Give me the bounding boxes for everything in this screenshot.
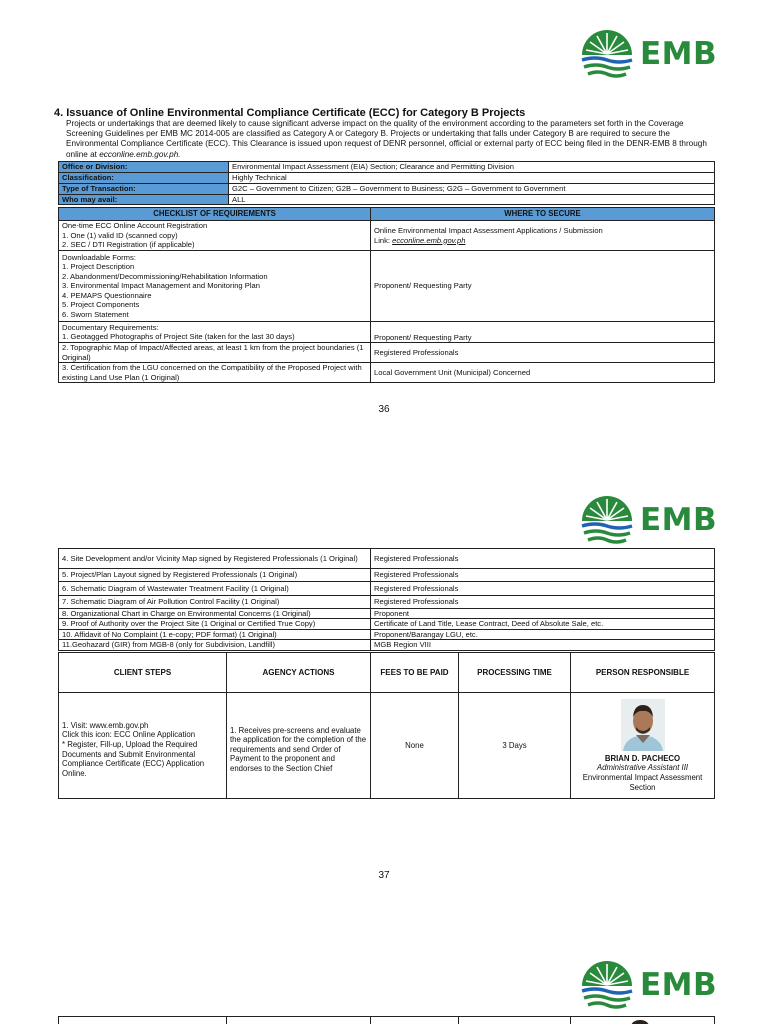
requirement-row [59, 609, 715, 619]
process-steps-table-continued [58, 1016, 715, 1024]
requirement-row [59, 629, 715, 639]
requirement-row [59, 582, 715, 596]
emb-logo [578, 493, 718, 551]
requirement-item: Documentary Requirements: 1. Geotagged Photographs of Project Site (taken for the last 30 days) [59, 322, 371, 343]
person-title: Administrative Assistant III [596, 763, 689, 773]
emb-logo-text: EMB [640, 967, 718, 1003]
person-responsible-header: PERSON RESPONSIBLE [571, 653, 715, 693]
requirement-row [59, 569, 715, 582]
requirement-where: Local Government Unit (Municipal) Concerned [371, 363, 715, 383]
requirement-row [59, 251, 715, 322]
person-photo [625, 1019, 655, 1024]
emb-emblem-icon [578, 958, 636, 1016]
requirements-table-p37 [58, 548, 715, 651]
checklist-header: CHECKLIST OF REQUIREMENTS [59, 208, 371, 221]
person-responsible [571, 1017, 715, 1024]
info-value: Environmental Impact Assessment (EIA) Section; Clearance and Permitting Division [229, 162, 715, 173]
requirement-row [59, 640, 715, 650]
requirement-where: Online Environmental Impact Assessment Applications / Submission Link: ecconline.emb.gov.ph [371, 221, 715, 251]
info-value: ALL [229, 195, 715, 205]
requirement-item: 8. Organizational Chart in Charge on Environmental Concerns (1 Original) [59, 609, 371, 619]
requirement-row [59, 549, 715, 569]
step-row [59, 1017, 715, 1024]
emb-logo-text: EMB [640, 502, 718, 538]
requirement-row [59, 343, 715, 363]
requirements-table-p36 [58, 207, 715, 383]
requirement-where: Proponent/Barangay LGU, etc. [371, 629, 715, 639]
requirement-where: Proponent/ Requesting Party [371, 322, 715, 343]
info-row-office [59, 162, 715, 173]
requirement-item: Downloadable Forms: 1. Project Description 2. Abandonment/Decommissioning/Rehabilitation Information 3. Environmental Impact Management and Monitoring Plan 4. PEMAPS Questionnaire 5. Project Components 6. Sworn Statement [59, 251, 371, 322]
requirement-item: 4. Site Development and/or Vicinity Map signed by Registered Professionals (1 Original) [59, 549, 371, 569]
info-label: Who may avail: [59, 195, 229, 205]
requirements-header [59, 208, 715, 221]
requirement-item: 6. Schematic Diagram of Wastewater Treatment Facility (1 Original) [59, 582, 371, 596]
fees-value: None [371, 693, 459, 799]
person-unit: Environmental Impact Assessment Section [582, 773, 703, 792]
requirement-where: Proponent [371, 609, 715, 619]
requirement-item: 3. Certification from the LGU concerned on the Compatibility of the Proposed Project with existing Land Use Plan (1 Original) [59, 363, 371, 383]
requirement-item: 11.Geohazard (GIR) from MGB-8 (only for Subdivision, Landfill) [59, 640, 371, 650]
process-steps-table [58, 652, 715, 799]
info-label: Office or Division: [59, 162, 229, 173]
person-photo [621, 699, 665, 751]
requirement-where: Proponent/ Requesting Party [371, 251, 715, 322]
page-number: 37 [378, 870, 390, 881]
requirement-row [59, 596, 715, 609]
processing-time-header: PROCESSING TIME [459, 653, 571, 693]
emb-logo [578, 958, 718, 1016]
requirement-item: 5. Project/Plan Layout signed by Registered Professionals (1 Original) [59, 569, 371, 582]
fees-header: FEES TO BE PAID [371, 653, 459, 693]
step-row [59, 693, 715, 799]
client-step: 1. Visit: www.emb.gov.ph Click this icon: ECC Online Application * Register, Fill-up, Upload the Required Documents and Submit Environmental Compliance Certificate (ECC) Application Online. [59, 693, 227, 799]
requirement-row [59, 363, 715, 383]
ecconline-link[interactable]: ecconline.emb.gov.ph [392, 235, 466, 245]
section-description: Projects or undertakings that are deemed likely to cause significant adverse impact on the quality of the environment according to the parameters set forth in the Coverage Screening Guidelines per EMB MC 2014-005 are classified as Category A or Category B. Projects or undertaking that falls under Category B are required to secure the Environmental Compliance Certificate (ECC). This Clearance is issued upon request of DENR personnel, official or external party of ECC being filed in the DENR-EMB 8 through online at ecconline.emb.gov.ph. [66, 119, 707, 159]
requirement-row [59, 322, 715, 343]
person-responsible [571, 693, 715, 799]
steps-header [59, 653, 715, 693]
requirement-where: Registered Professionals [371, 582, 715, 596]
page-number: 36 [378, 404, 390, 415]
emb-emblem-icon [578, 493, 636, 551]
info-value: G2C – Government to Citizen; G2B – Government to Business; G2G – Government to Government [229, 184, 715, 195]
service-info-table [58, 161, 715, 205]
requirement-item: 9. Proof of Authority over the Project Site (1 Original or Certified True Copy) [59, 619, 371, 629]
requirement-row [59, 221, 715, 251]
info-row-transaction [59, 184, 715, 195]
requirement-where: Registered Professionals [371, 596, 715, 609]
requirement-where: Certificate of Land Title, Lease Contract, Deed of Absolute Sale, etc. [371, 619, 715, 629]
info-value: Highly Technical [229, 173, 715, 184]
processing-time-value: 3 Days [459, 693, 571, 799]
requirement-where: Registered Professionals [371, 569, 715, 582]
info-row-classification [59, 173, 715, 184]
emb-logo [578, 27, 718, 85]
requirement-item: 7. Schematic Diagram of Air Pollution Control Facility (1 Original) [59, 596, 371, 609]
ecc-online-link[interactable]: ecconline.emb.gov.ph. [99, 149, 181, 159]
client-steps-header: CLIENT STEPS [59, 653, 227, 693]
requirement-item: One-time ECC Online Account Registration 1. One (1) valid ID (scanned copy) 2. SEC / DTI Registration (if applicable) [59, 221, 371, 251]
section-title: 4. Issuance of Online Environmental Compliance Certificate (ECC) for Category B Projects [54, 107, 526, 119]
info-row-who-may-avail [59, 195, 715, 205]
info-label: Classification: [59, 173, 229, 184]
info-label: Type of Transaction: [59, 184, 229, 195]
where-to-secure-header: WHERE TO SECURE [371, 208, 715, 221]
requirement-where: Registered Professionals [371, 549, 715, 569]
requirement-row [59, 619, 715, 629]
requirement-where: MGB Region VIII [371, 640, 715, 650]
person-name: BRIAN D. PACHECO [604, 753, 681, 763]
agency-actions-header: AGENCY ACTIONS [227, 653, 371, 693]
requirement-item: 10. Affidavit of No Complaint (1 e-copy; PDF format) (1 Original) [59, 629, 371, 639]
requirement-where: Registered Professionals [371, 343, 715, 363]
emb-emblem-icon [578, 27, 636, 85]
agency-action: 1. Receives pre-screens and evaluate the application for the completion of the requirements and send Order of Payment to the proponent and endorses to the Section Chief [227, 693, 371, 799]
requirement-item: 2. Topographic Map of Impact/Affected areas, at least 1 km from the project boundaries (1 Original) [59, 343, 371, 363]
emb-logo-text: EMB [640, 36, 718, 72]
